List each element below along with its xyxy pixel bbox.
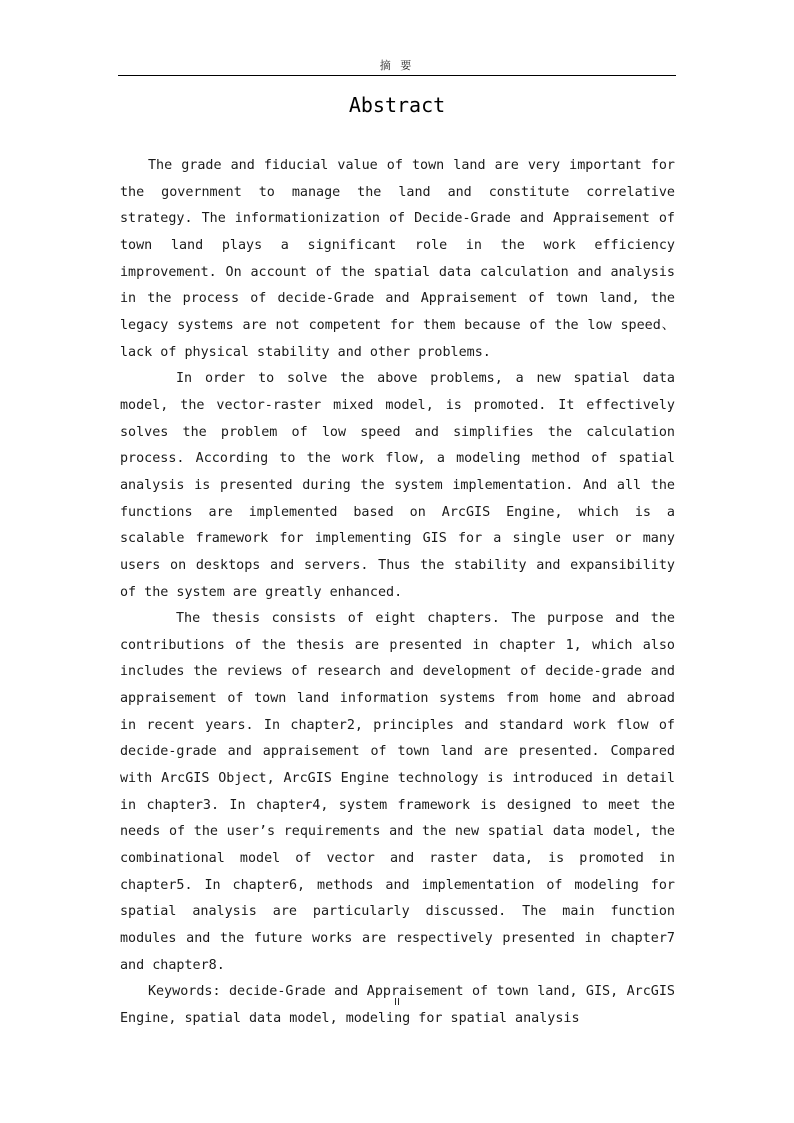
abstract-body xyxy=(120,153,675,1033)
running-header: 摘 要 xyxy=(379,59,415,72)
abstract-paragraph-3: The thesis consists of eight chapters. The purpose and the contributions of the thesis are presented in chapter 1, which also includes the reviews of research and development of decide-grade and appraisement of town land information systems from home and abroad in recent years. In chapter2, principles and standard work flow of decide-grade and appraisement of town land are presented. Compared with ArcGIS Object, ArcGIS Engine technology is introduced in detail in chapter3. In chapter4, system framework is designed to meet the needs of the user’s requirements and the new spatial data model, the combinational model of vector and raster data, is promoted in chapter5. In chapter6, methods and implementation of modeling for spatial analysis are particularly discussed. The main function modules and the future works are respectively presented in chapter7 and chapter8. xyxy=(120,611,675,973)
abstract-paragraph-2: In order to solve the above problems, a new spatial data model, the vector-raster mixed model, is promoted. It effectively solves the problem of low speed and simplifies the calculation process. According to the work flow, a modeling method of spatial analysis is presented during the system implementation. And all the functions are implemented based on ArcGIS Engine, which is a scalable framework for implementing GIS for a single user or many users on desktops and servers. Thus the stability and expansibility of the system are greatly enhanced. xyxy=(120,371,675,600)
page-title: Abstract xyxy=(348,93,446,117)
header-rule xyxy=(118,75,676,76)
abstract-paragraph-1: The grade and fiducial value of town land are very important for the government to manage the land and constitute correlative strategy. The informationization of Decide-Grade and Appraisement of town land plays a significant role in the work efficiency improvement. On account of the spatial data calculation and analysis in the process of decide-Grade and Appraisement of town land, the legacy systems are not competent for them because of the low speed、lack of physical stability and other problems. xyxy=(120,158,675,360)
page-number: II xyxy=(394,997,400,1008)
keywords-line: Keywords: decide-Grade and Appraisement of town land, GIS, ArcGIS Engine, spatial data model, modeling for spatial analysis xyxy=(120,984,675,1026)
